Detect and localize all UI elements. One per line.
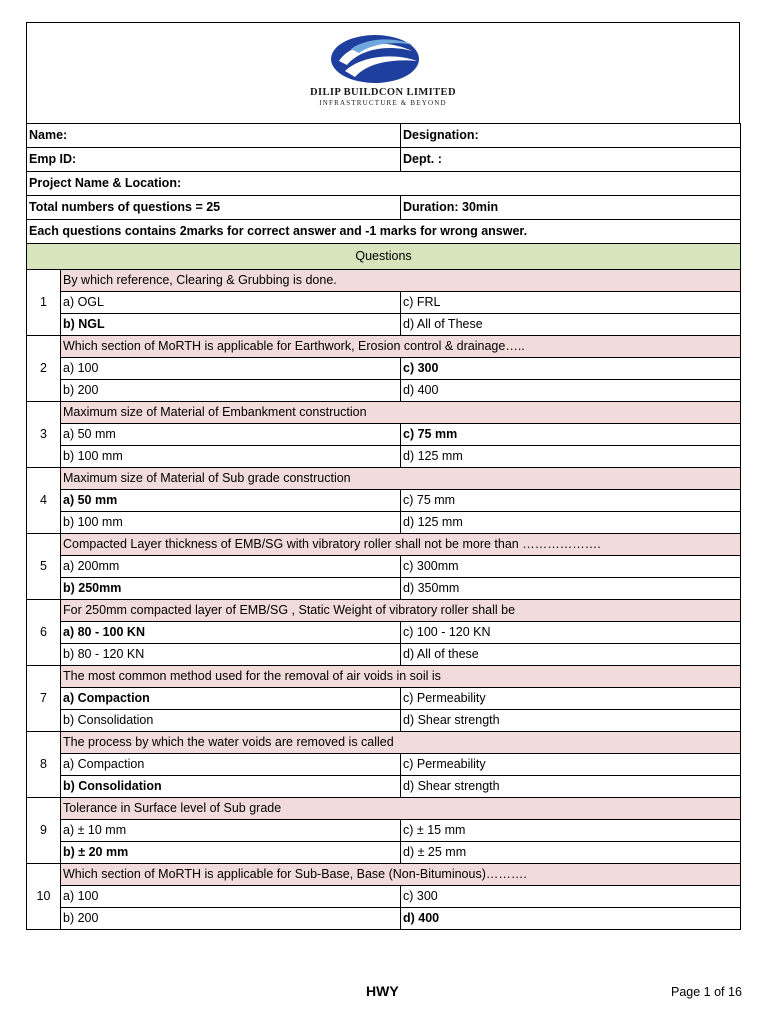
questions-title: Questions [27,244,741,270]
option-b[interactable]: b) 100 mm [61,446,401,468]
question-number: 5 [27,534,61,600]
option-c[interactable]: c) Permeability [401,754,741,776]
option-c[interactable]: c) 300 [401,358,741,380]
question-number: 7 [27,666,61,732]
question-row [27,402,741,424]
option-b[interactable]: b) Consolidation [61,776,401,798]
option-c[interactable]: c) 75 mm [401,424,741,446]
name-row [27,124,741,148]
option-c[interactable]: c) 300mm [401,556,741,578]
options-row [27,908,741,930]
option-a[interactable]: a) 100 [61,358,401,380]
question-row [27,534,741,556]
options-row [27,754,741,776]
options-row [27,314,741,336]
option-a[interactable]: a) 80 - 100 KN [61,622,401,644]
question-text: Which section of MoRTH is applicable for Earthwork, Erosion control & drainage….. [61,336,741,358]
marks-note: Each questions contains 2marks for correct answer and -1 marks for wrong answer. [27,220,741,244]
options-row [27,446,741,468]
question-row [27,732,741,754]
option-d[interactable]: d) 400 [401,380,741,402]
questions-body [27,270,741,930]
option-d[interactable]: d) 400 [401,908,741,930]
question-text: Tolerance in Surface level of Sub grade [61,798,741,820]
footer-center-label: HWY [366,983,399,999]
question-number: 2 [27,336,61,402]
option-d[interactable]: d) All of these [401,644,741,666]
option-a[interactable]: a) Compaction [61,754,401,776]
option-c[interactable]: c) ± 15 mm [401,820,741,842]
options-row [27,556,741,578]
option-b[interactable]: b) 100 mm [61,512,401,534]
company-name: DILIP BUILDCON LIMITED [310,87,456,98]
empid-row [27,148,741,172]
question-number: 8 [27,732,61,798]
options-row [27,710,741,732]
company-tagline: INFRASTRUCTURE & BEYOND [319,99,447,107]
company-logo-icon [317,31,437,87]
question-text: For 250mm compacted layer of EMB/SG , Static Weight of vibratory roller shall be [61,600,741,622]
option-c[interactable]: c) FRL [401,292,741,314]
options-row [27,578,741,600]
option-c[interactable]: c) 300 [401,886,741,908]
option-b[interactable]: b) 250mm [61,578,401,600]
options-row [27,424,741,446]
option-a[interactable]: a) 100 [61,886,401,908]
options-row [27,512,741,534]
options-row [27,886,741,908]
question-text: Which section of MoRTH is applicable for Sub-Base, Base (Non-Bituminous)………. [61,864,741,886]
question-text: The most common method used for the removal of air voids in soil is [61,666,741,688]
logo-header [26,22,740,123]
total-questions: Total numbers of questions = 25 [27,196,401,220]
options-row [27,490,741,512]
option-c[interactable]: c) 75 mm [401,490,741,512]
option-a[interactable]: a) ± 10 mm [61,820,401,842]
question-row [27,468,741,490]
exam-table [26,123,741,930]
option-d[interactable]: d) 125 mm [401,446,741,468]
question-row [27,864,741,886]
option-a[interactable]: a) Compaction [61,688,401,710]
options-row [27,842,741,864]
question-row [27,666,741,688]
designation-field[interactable]: Designation: [401,124,741,148]
question-number: 6 [27,600,61,666]
option-b[interactable]: b) Consolidation [61,710,401,732]
question-number: 9 [27,798,61,864]
options-row [27,820,741,842]
option-d[interactable]: d) 125 mm [401,512,741,534]
question-row [27,600,741,622]
question-row [27,798,741,820]
option-b[interactable]: b) 80 - 120 KN [61,644,401,666]
option-a[interactable]: a) 200mm [61,556,401,578]
option-a[interactable]: a) OGL [61,292,401,314]
option-a[interactable]: a) 50 mm [61,424,401,446]
question-text: Compacted Layer thickness of EMB/SG with vibratory roller shall not be more than ………………. [61,534,741,556]
option-d[interactable]: d) All of These [401,314,741,336]
option-c[interactable]: c) Permeability [401,688,741,710]
project-field[interactable]: Project Name & Location: [27,172,741,196]
options-row [27,358,741,380]
question-number: 3 [27,402,61,468]
option-c[interactable]: c) 100 - 120 KN [401,622,741,644]
question-number: 4 [27,468,61,534]
options-row [27,688,741,710]
options-row [27,644,741,666]
question-row [27,270,741,292]
options-row [27,292,741,314]
question-number: 10 [27,864,61,930]
name-field[interactable]: Name: [27,124,401,148]
option-d[interactable]: d) 350mm [401,578,741,600]
question-sheet [26,22,740,930]
options-row [27,622,741,644]
duration: Duration: 30min [401,196,741,220]
question-text: Maximum size of Material of Sub grade construction [61,468,741,490]
options-row [27,380,741,402]
marks-row [27,220,741,244]
option-d[interactable]: d) ± 25 mm [401,842,741,864]
project-row [27,172,741,196]
question-text: By which reference, Clearing & Grubbing is done. [61,270,741,292]
option-b[interactable]: b) 200 [61,380,401,402]
option-b[interactable]: b) ± 20 mm [61,842,401,864]
question-number: 1 [27,270,61,336]
question-row [27,336,741,358]
question-text: Maximum size of Material of Embankment construction [61,402,741,424]
option-a[interactable]: a) 50 mm [61,490,401,512]
questions-header-row [27,244,741,270]
total-row [27,196,741,220]
option-d[interactable]: d) Shear strength [401,776,741,798]
option-b[interactable]: b) NGL [61,314,401,336]
page-number: Page 1 of 16 [671,985,742,999]
dept-field[interactable]: Dept. : [401,148,741,172]
question-text: The process by which the water voids are removed is called [61,732,741,754]
emp-id-field[interactable]: Emp ID: [27,148,401,172]
option-d[interactable]: d) Shear strength [401,710,741,732]
options-row [27,776,741,798]
option-b[interactable]: b) 200 [61,908,401,930]
